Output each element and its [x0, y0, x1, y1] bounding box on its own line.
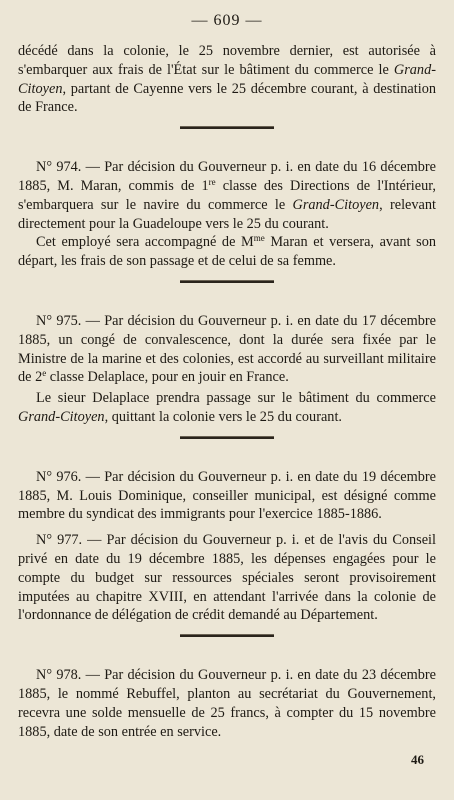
paragraph-continuation — [18, 42, 436, 117]
text: classe Delaplace, pour en jouir en France. — [46, 369, 289, 386]
decision-number: N° 975. — [36, 312, 82, 329]
superscript: e — [42, 368, 47, 379]
decision-978 — [18, 666, 436, 741]
text: , partant de Cayenne vers le 25 décembre courant, à destination de France. — [18, 80, 436, 116]
text: — Par décision du Gouverneur p. i. en date du 16 décembre 1885, M. Maran, commis de 1 — [18, 159, 436, 194]
decision-number: N° 976. — [36, 468, 82, 485]
text: Maran et versera, avant son départ, les frais de son passage et de celui de sa femme. — [18, 234, 437, 270]
ship-name: Grand-Citoyen — [18, 408, 105, 425]
text: — Par décision du Gouverneur p. i. en date du 17 décembre 1885, un congé de convalescence, dont la durée sera fixée par le Ministre de la marine et des colonies, est accordé au surveillant militaire de 2 — [18, 312, 436, 386]
folio-number: 46 — [411, 752, 424, 767]
decision-number: N° 977. — [36, 532, 83, 549]
superscript: re — [208, 176, 216, 187]
decision-974 — [18, 158, 436, 233]
page-body — [18, 42, 436, 741]
section-divider — [180, 280, 274, 283]
section-divider — [180, 634, 274, 637]
section-divider — [180, 436, 274, 439]
text: décédé dans la colonie, le 25 novembre dernier, est autorisée à s'embarquer aux frais de l'État sur le bâtiment du commerce le — [18, 43, 436, 78]
text: Cet employé sera accompagné de M — [36, 234, 254, 251]
ship-name: Grand-Citoyen — [292, 196, 380, 213]
superscript: me — [253, 233, 265, 244]
section-divider — [180, 126, 274, 129]
decision-975-note — [18, 389, 436, 427]
ship-name: Grand-Citoyen — [18, 61, 436, 97]
decision-number: N° 978. — [36, 667, 82, 684]
text: — Par décision du Gouverneur p. i. et de l'avis du Conseil privé en date du 19 décembre 1885, les dépenses engagées pour le compte du budget sur ressources spéciales seront provisoirement imputées au chapitre XVIII, en attendant l'arrivée dans la colonie de l'ordonnance de délégation de crédit demandé au Département. — [18, 532, 437, 624]
text: — Par décision du Gouverneur p. i. en date du 23 décembre 1885, le nommé Rebuffel, planton au secrétariat du Gouvernement, recevra une solde mensuelle de 25 francs, à compter du 15 novembre 1885, date de son entrée en service. — [18, 667, 436, 740]
decision-976 — [18, 468, 436, 524]
text: Le sieur Delaplace prendra passage sur le bâtiment du commerce — [36, 390, 436, 407]
decision-974-note — [18, 233, 436, 271]
decision-975 — [18, 312, 436, 387]
text: — Par décision du Gouverneur p. i. en date du 19 décembre 1885, M. Louis Dominique, conseiller municipal, est désigné comme membre du syndicat des immigrants pour l'exercice 1885-1886. — [18, 468, 436, 523]
text: , quittant la colonie vers le 25 du courant. — [104, 408, 342, 425]
decision-number: N° 974. — [36, 159, 82, 176]
decision-977 — [18, 531, 436, 625]
page-number: — 609 — — [191, 12, 263, 29]
text: classe des Directions de l'Intérieur, s'embarquera sur le navire du commerce le — [18, 177, 436, 213]
text: , relevant directement pour la Guadeloupe vers le 25 du courant. — [18, 196, 437, 232]
